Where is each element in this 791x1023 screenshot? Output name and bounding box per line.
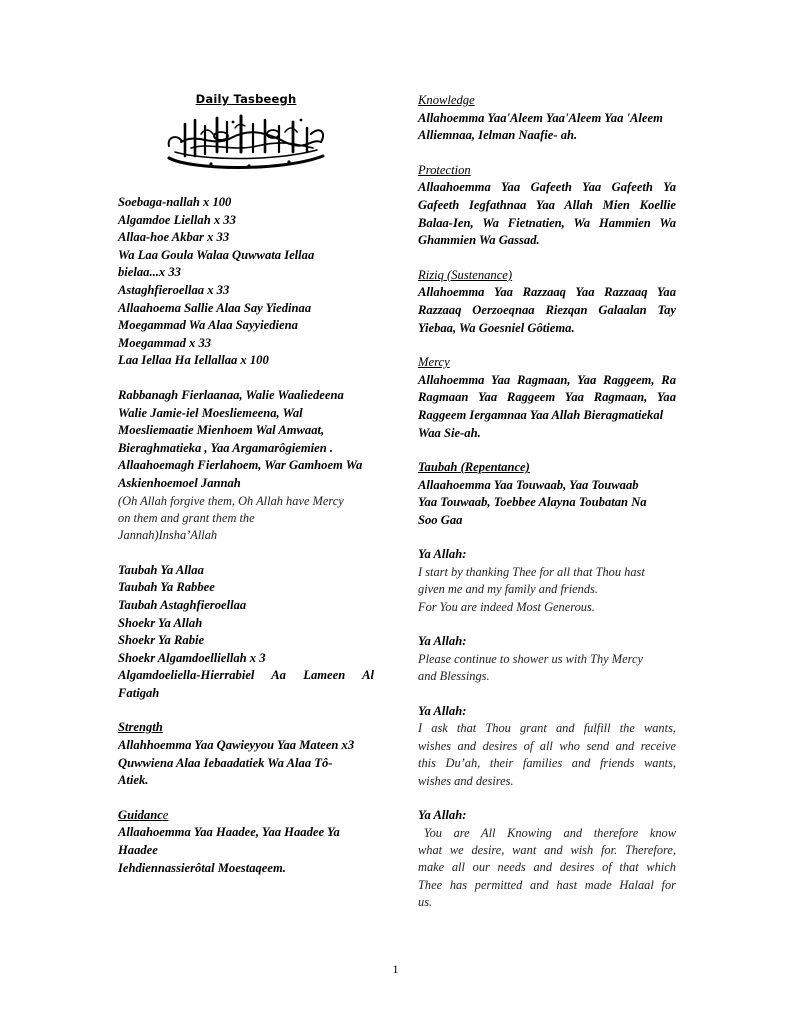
arabic-calligraphy-icon bbox=[161, 112, 331, 174]
guidance-line: Iehdiennassierôtal Moestaqeem. bbox=[118, 860, 286, 875]
protection-line: Balaa-Ien, Wa Fietnatien, Wa Hammien Wa bbox=[418, 215, 676, 230]
knowledge-line: Allahoemma Yaa'Aleem Yaa'Aleem Yaa 'Aleem bbox=[418, 110, 663, 125]
ya-allah-heading: Ya Allah: bbox=[418, 547, 467, 562]
riziq-line: Razzaaq Oerzoeqnaa Riezqan Galaalan Tay bbox=[418, 302, 676, 317]
translation-line: on them and grant them the bbox=[118, 510, 255, 525]
tasbeegh-line: Allaa-hoe Akbar x 33 bbox=[118, 230, 230, 245]
mercy-line: Ragmaan Yaa Raggeem Yaa Ragmaan, Yaa bbox=[418, 390, 676, 405]
ya-allah-section-1 bbox=[418, 546, 676, 616]
ya-allah-section-3 bbox=[418, 703, 676, 790]
protection-section bbox=[418, 162, 676, 250]
taubah-repentance-line: Allaahoemma Yaa Touwaab, Yaa Touwaab bbox=[418, 477, 639, 492]
protection-line: Gafeeth Iegfathnaa Yaa Allah Mien Koellie bbox=[418, 197, 676, 212]
guidance-line: Haadee bbox=[118, 843, 158, 858]
translation-line: (Oh Allah forgive them, Oh Allah have Mercy bbox=[118, 493, 344, 508]
taubah-line: Shoekr Algamdoelliellah x 3 bbox=[118, 650, 266, 665]
ya-allah-line: us. bbox=[418, 895, 433, 910]
ya-allah-heading: Ya Allah: bbox=[418, 703, 467, 718]
strength-heading: Strength bbox=[118, 720, 163, 735]
taubah-line: Algamdoeliella-Hierrabiel Aa Lameen Al bbox=[118, 668, 374, 683]
rabbanagh-line: Walie Jamie-iel Moesliemeena, Wal bbox=[118, 405, 303, 420]
taubah-line: Shoekr Ya Allah bbox=[118, 615, 203, 630]
ya-allah-line: For You are indeed Most Generous. bbox=[418, 599, 595, 614]
taubah-repentance-section bbox=[418, 459, 676, 529]
taubah-line: Taubah Ya Allaa bbox=[118, 562, 204, 577]
mercy-heading: Mercy bbox=[418, 355, 450, 370]
taubah-line: Taubah Ya Rabbee bbox=[118, 580, 215, 595]
rabbanagh-line: Allaahoemagh Fierlahoem, War Gamhoem Wa bbox=[118, 458, 363, 473]
protection-line: Ghammien Wa Gassad. bbox=[418, 233, 540, 248]
ya-allah-line: Thee has permitted and hast made Halaal for bbox=[418, 877, 676, 892]
guidance-heading: Guidance bbox=[118, 807, 169, 822]
tasbeegh-line: Moegammad Wa Alaa Sayyiediena bbox=[118, 318, 298, 333]
rabbanagh-line: Askienhoemoel Jannah bbox=[118, 475, 241, 490]
tasbeegh-line: Wa Laa Goula Walaa Quwwata Iellaa bbox=[118, 247, 315, 262]
taubah-line: Fatigah bbox=[118, 685, 160, 700]
taubah-block bbox=[118, 562, 374, 703]
ya-allah-section-4 bbox=[418, 807, 676, 912]
tasbeegh-line: Laa Iellaa Ha Iellallaa x 100 bbox=[118, 353, 269, 368]
left-column bbox=[118, 92, 374, 877]
ya-allah-line: this Du’ah, their families and friends wants, bbox=[418, 756, 676, 771]
ya-allah-line: I start by thanking Thee for all that Thou hast bbox=[418, 565, 645, 580]
strength-line: Quwwiena Alaa Iebaadatiek Wa Alaa Tô- bbox=[118, 755, 333, 770]
tasbeegh-line: Moegammad x 33 bbox=[118, 335, 212, 350]
rabbanagh-line: Bieraghmatieka , Yaa Argamarôgiemien . bbox=[118, 440, 334, 455]
riziq-line: Allahoemma Yaa Razzaaq Yaa Razzaaq Yaa bbox=[418, 285, 676, 300]
tasbeegh-line: Soebaga-nallah x 100 bbox=[118, 195, 232, 209]
riziq-section bbox=[418, 267, 676, 337]
mercy-line: Waa Sie-ah. bbox=[418, 425, 481, 440]
ya-allah-line: I ask that Thou grant and fulfill the wants, bbox=[418, 721, 676, 736]
ya-allah-line: You are All Knowing and therefore know bbox=[418, 825, 676, 840]
tasbeegh-line: Algamdoe Liellah x 33 bbox=[118, 212, 236, 227]
ya-allah-line: make all our needs and desires of that which bbox=[418, 860, 676, 875]
ya-allah-line: and Blessings. bbox=[418, 669, 490, 684]
knowledge-heading: Knowledge bbox=[418, 93, 475, 107]
ya-allah-line: wishes and desires. bbox=[418, 773, 514, 788]
mercy-line: Raggeem Iergamnaa Yaa Allah Bieragmatiekal bbox=[418, 407, 664, 422]
guidance-line: Allaahoemma Yaa Haadee, Yaa Haadee Ya bbox=[118, 825, 340, 840]
taubah-repentance-line: Soo Gaa bbox=[418, 512, 463, 527]
guidance-section bbox=[118, 807, 374, 877]
mercy-line: Allahoemma Yaa Ragmaan, Yaa Raggeem, Ra bbox=[418, 372, 676, 387]
protection-heading: Protection bbox=[418, 162, 471, 177]
rabbanagh-line: Moesliemaatie Mienhoem Wal Amwaat, bbox=[118, 423, 325, 438]
riziq-heading: Riziq (Sustenance) bbox=[418, 267, 513, 282]
ya-allah-line: what we desire, want and wish for. Therefore, bbox=[418, 842, 676, 857]
mercy-section bbox=[418, 354, 676, 442]
taubah-repentance-line: Yaa Touwaab, Toebbee Alayna Toubatan Na bbox=[418, 495, 647, 510]
ya-allah-line: given me and my family and friends. bbox=[418, 582, 598, 597]
strength-line: Allahhoemma Yaa Qawieyyou Yaa Mateen x3 bbox=[118, 738, 355, 753]
knowledge-section bbox=[418, 92, 676, 145]
tasbeegh-line: bielaa...x 33 bbox=[118, 265, 181, 280]
rabbanagh-block bbox=[118, 387, 374, 545]
page-number: 1 bbox=[392, 962, 399, 976]
ya-allah-section-2 bbox=[418, 633, 676, 685]
tasbeegh-block bbox=[118, 194, 374, 370]
strength-line: Atiek. bbox=[118, 773, 149, 788]
taubah-repentance-heading: Taubah (Repentance) bbox=[418, 460, 530, 475]
riziq-line: Yiebaa, Wa Goesniel Gôtiema. bbox=[418, 320, 575, 335]
ya-allah-line: wishes and desires of all who send and receive bbox=[418, 738, 676, 753]
protection-line: Allaahoemma Yaa Gafeeth Yaa Gafeeth Ya bbox=[418, 180, 676, 195]
ya-allah-line: Please continue to shower us with Thy Mercy bbox=[418, 651, 643, 666]
taubah-line: Taubah Astaghfieroellaa bbox=[118, 597, 247, 612]
tasbeegh-line: Allaahoema Sallie Alaa Say Yiedinaa bbox=[118, 300, 312, 315]
translation-line: Jannah)Insha’Allah bbox=[118, 528, 218, 543]
page-title: Daily Tasbeegh bbox=[195, 92, 297, 106]
knowledge-line: Alliemnaa, Ielman Naafie- ah. bbox=[418, 128, 578, 143]
taubah-line: Shoekr Ya Rabie bbox=[118, 633, 205, 648]
rabbanagh-line: Rabbanagh Fierlaanaa, Walie Waaliedeena bbox=[118, 387, 344, 402]
strength-section bbox=[118, 719, 374, 789]
tasbeegh-line: Astaghfieroellaa x 33 bbox=[118, 282, 230, 297]
ya-allah-heading: Ya Allah: bbox=[418, 634, 467, 649]
ya-allah-heading: Ya Allah: bbox=[418, 807, 467, 822]
right-column bbox=[418, 92, 676, 912]
